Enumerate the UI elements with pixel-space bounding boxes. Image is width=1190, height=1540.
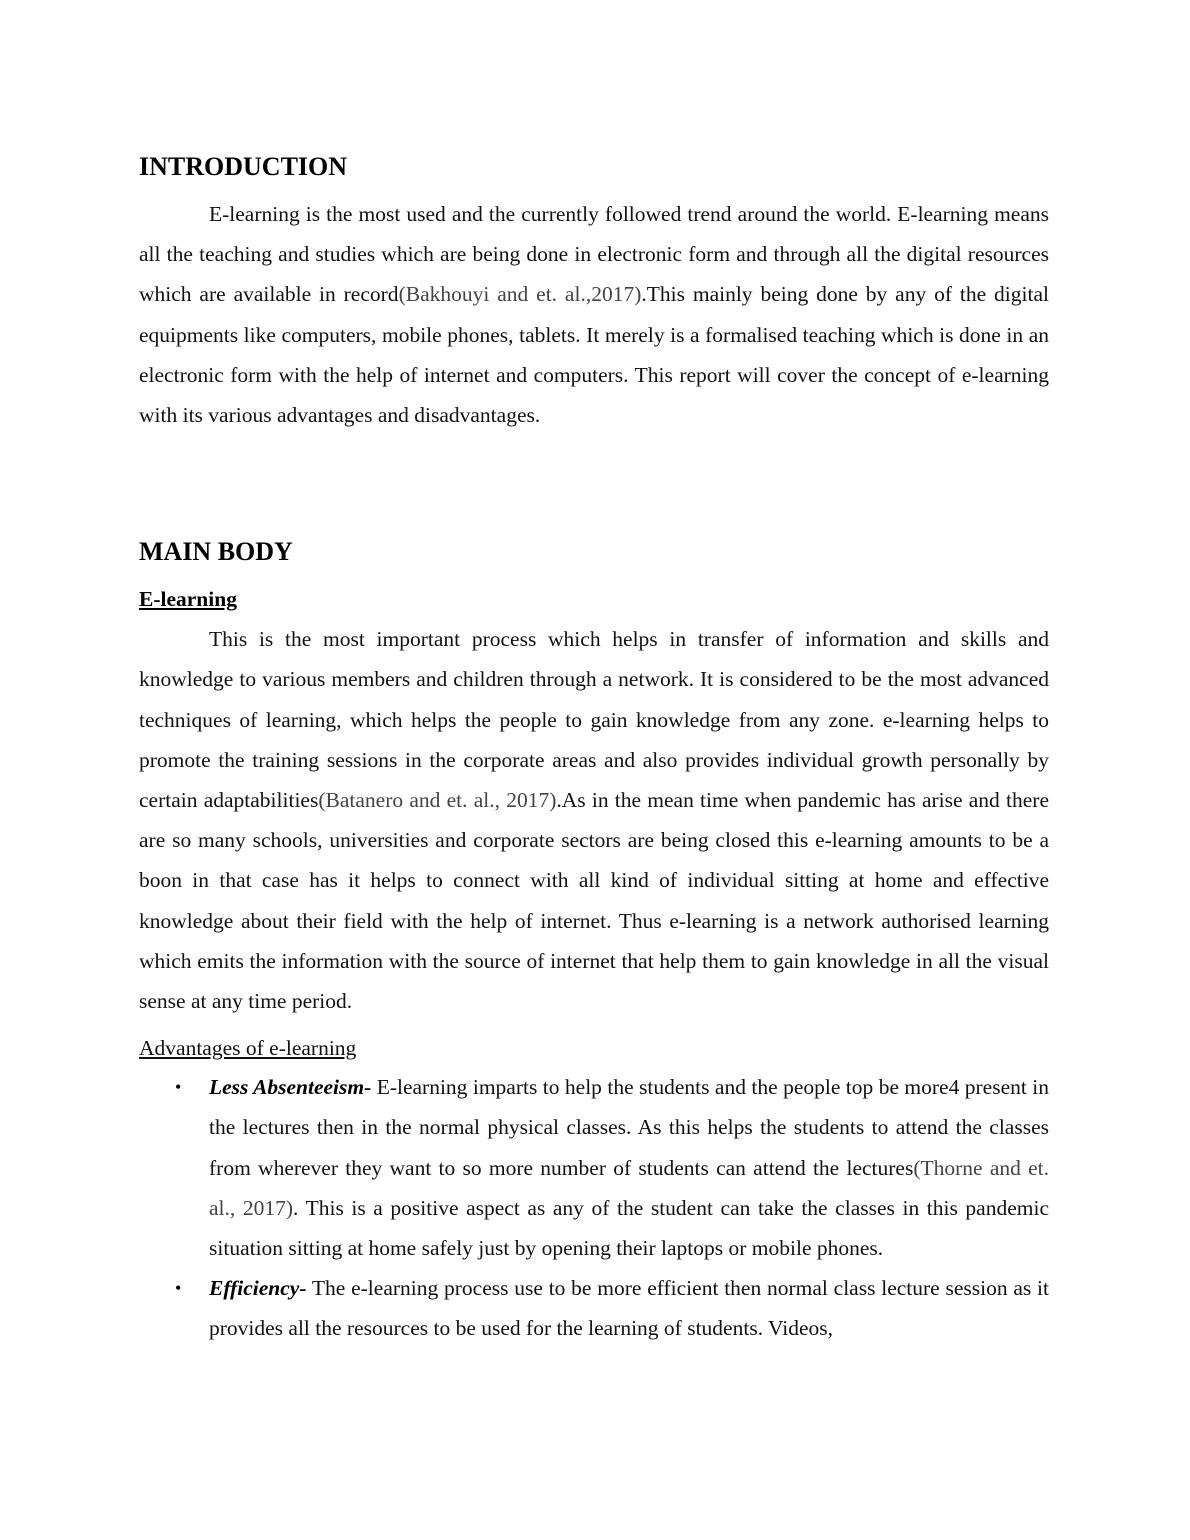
advantage-text-before: The e-learning process use to be more efficient then normal class lecture session as it provides all the resources to be used for the learning of students. Videos, <box>209 1276 1049 1341</box>
list-item <box>139 1268 1049 1348</box>
e-learning-subheading: E-learning <box>139 587 237 612</box>
document-page <box>139 150 1049 1349</box>
advantage-text-before: E-learning imparts to help the students and the people top be more4 present in the lectures then in the normal physical classes. As this helps the students to attend the classes from wherever they want to so more number of students can attend the lectures <box>209 1075 1049 1180</box>
introduction-text-before: E-learning is the most used and the currently followed trend around the world. E-learning means all the teaching and studies which are being done in electronic form and through all the digital resources which are available in record <box>139 202 1049 307</box>
advantage-title: Efficiency- <box>209 1276 307 1301</box>
main-body-heading: MAIN BODY <box>139 537 293 567</box>
introduction-paragraph <box>139 194 1049 435</box>
e-learning-text-before: This is the most important process which helps in transfer of information and skills and knowledge to various members and children through a network. It is considered to be the most advanced techniques of learning, which helps the people to gain knowledge from any zone. e-learning helps to promote the training sessions in the corporate areas and also provides individual growth personally by certain adaptabilities <box>139 627 1049 813</box>
advantage-title: Less Absenteeism- <box>209 1075 372 1100</box>
bullet-icon: • <box>175 1278 182 1299</box>
list-item <box>139 1067 1049 1268</box>
bullet-icon: • <box>175 1077 182 1098</box>
advantage-text-after: . This is a positive aspect as any of the student can take the classes in this pandemic situation sitting at home safely just by opening their laptops or mobile phones. <box>209 1195 1049 1261</box>
introduction-text-after: .This mainly being done by any of the digital equipments like computers, mobile phones, tablets. It merely is a formalised teaching which is done in an electronic form with the help of internet and computers. This report will cover the concept of e-learning with its various advantages and disadvantages. <box>139 282 1049 428</box>
e-learning-paragraph <box>139 619 1049 1021</box>
introduction-citation: (Bakhouyi and et. al.,2017) <box>398 282 642 307</box>
advantages-list <box>139 1067 1049 1348</box>
e-learning-text-after: .As in the mean time when pandemic has arise and there are so many schools, universities and corporate sectors are being closed this e-learning amounts to be a boon in that case has it helps to connect with all kind of individual sitting at home and effective knowledge about their field with the help of internet. Thus e-learning is a network authorised learning which emits the information with the source of internet that help them to gain knowledge in all the visual sense at any time period. <box>139 788 1049 1014</box>
advantage-citation: (Thorne and et. al., 2017) <box>209 1155 1049 1220</box>
introduction-heading: INTRODUCTION <box>139 152 348 181</box>
advantages-heading: Advantages of e-learning <box>139 1036 357 1061</box>
e-learning-citation: (Batanero and et. al., 2017) <box>318 788 557 813</box>
